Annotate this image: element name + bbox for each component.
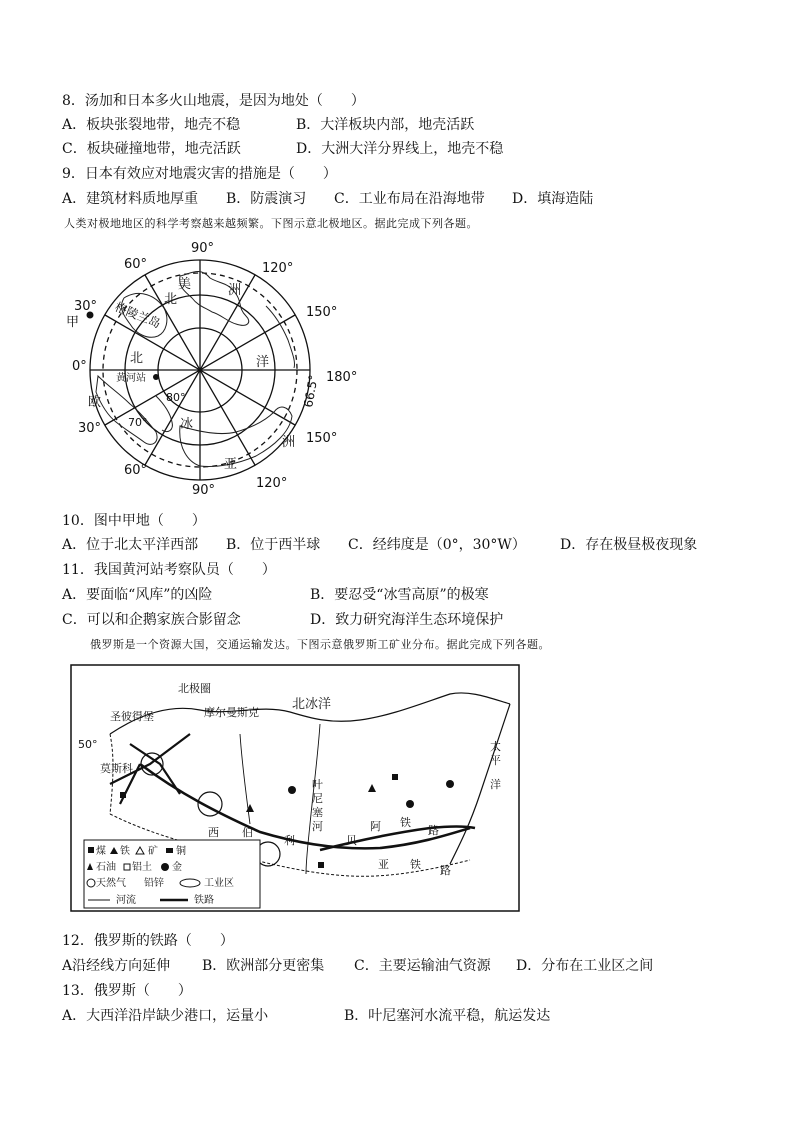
label-70: 70° <box>128 416 148 429</box>
label-30-left: 30° <box>74 299 98 314</box>
q9-option-b: B．防震演习 <box>226 191 307 207</box>
label-shengbidebao: 圣彼得堡 <box>110 710 154 723</box>
q13-option-b: B．叶尼塞河水流平稳，航运发达 <box>344 1008 551 1024</box>
label-80: 80° <box>166 391 186 404</box>
q8-option-c: C．板块碰撞地带，地壳活跃 <box>62 141 241 157</box>
q11-option-d: D．致力研究海洋生态环境保护 <box>310 612 504 628</box>
q9-option-c: C．工业布局在沿海地带 <box>334 191 485 207</box>
label-120-bottom: 120° <box>256 476 288 491</box>
q12-option-c: C．主要运输油气资源 <box>354 958 491 974</box>
q9-option-a: A．建筑材料质地厚重 <box>62 191 199 207</box>
q11-option-c: C．可以和企鹅家族合影留念 <box>62 612 241 628</box>
pole <box>198 368 202 372</box>
label-moermansk: 摩尔曼斯克 <box>204 706 259 719</box>
q12-option-d: D．分布在工业区之间 <box>516 958 654 974</box>
label-ou: 欧 <box>88 395 102 410</box>
label-he: 河 <box>312 820 323 833</box>
legend-aluminum: 铝土 <box>132 862 152 873</box>
q11-stem: 11．我国黄河站考察队员（ ） <box>62 562 276 578</box>
label-150-bottom: 150° <box>306 431 338 446</box>
label-jia: 甲 <box>66 315 80 330</box>
q10-option-c: C．经纬度是（0°，30°W） <box>348 537 526 553</box>
legend-mineral: 矿 <box>148 846 158 857</box>
map-legend <box>84 840 260 908</box>
q13-option-a: A．大西洋沿岸缺少港口，运量小 <box>62 1008 269 1024</box>
label-bei1: 北 <box>164 292 178 307</box>
label-lat50: 50° <box>78 738 98 751</box>
q8-option-d: D．大洲大洋分界线上，地壳不稳 <box>296 141 504 157</box>
arctic-map <box>60 236 370 500</box>
label-ye: 叶 <box>312 778 323 791</box>
label-ping: 平 <box>490 754 501 767</box>
legend-river: 河流 <box>116 895 136 906</box>
label-huanghe: 黄河站 <box>116 373 146 384</box>
russia-map <box>70 664 520 914</box>
label-150-right: 150° <box>306 305 338 320</box>
label-60-bottom: 60° <box>124 463 148 478</box>
legend-gas: 天然气 <box>96 878 126 889</box>
label-li: 利 <box>284 834 295 847</box>
label-beijiquan: 北极圈 <box>178 682 211 695</box>
label-zhou2: 洲 <box>282 435 296 450</box>
label-120-top: 120° <box>262 261 294 276</box>
legend-gold: 金 <box>172 862 182 873</box>
label-sai: 塞 <box>312 806 323 819</box>
label-lu2: 路 <box>440 864 451 877</box>
q10-stem: 10．图中甲地（ ） <box>62 513 206 529</box>
label-bing: 冰 <box>180 417 194 432</box>
label-yang: 洋 <box>490 778 501 791</box>
q8-stem: 8．汤加和日本多火山地震，是因为地处（ ） <box>62 93 365 109</box>
label-66-5: 66.5° <box>301 373 321 409</box>
label-mei: 美 <box>178 277 192 292</box>
q8-option-b: B．大洋板块内部，地壳活跃 <box>296 117 475 133</box>
label-tie: 铁 <box>400 816 411 829</box>
intro-arctic: 人类对极地地区的科学考察越来越频繁。下图示意北极地区。据此完成下列各题。 <box>64 217 478 230</box>
label-60-top: 60° <box>124 257 148 272</box>
q13-stem: 13．俄罗斯（ ） <box>62 983 192 999</box>
label-90-bottom: 90° <box>192 483 216 498</box>
q10-option-b: B．位于西半球 <box>226 537 321 553</box>
intro-russia: 俄罗斯是一个资源大国，交通运输发达。下图示意俄罗斯工矿业分布。据此完成下列各题。 <box>90 638 550 651</box>
label-0: 0° <box>72 359 87 374</box>
legend-rail: 铁路 <box>194 895 214 906</box>
legend-industry: 工业区 <box>204 878 234 889</box>
point-huanghe <box>153 374 159 380</box>
q11-option-a: A．要面临“风库”的凶险 <box>62 587 213 603</box>
q9-option-d: D．填海造陆 <box>512 191 594 207</box>
label-zhou1: 洲 <box>228 283 242 298</box>
label-ya: 亚 <box>378 858 389 871</box>
label-180: 180° <box>326 370 358 385</box>
legend-copper: 铜 <box>176 846 186 857</box>
legend-iron: 铁 <box>120 846 130 857</box>
label-lu: 路 <box>428 824 439 837</box>
legend-oil: 石油 <box>96 862 116 873</box>
label-xi: 西 <box>208 826 219 839</box>
label-yang: 洋 <box>256 355 270 370</box>
legend-lead-zinc: 铅锌 <box>144 878 164 889</box>
q10-option-d: D．存在极昼极夜现象 <box>560 537 698 553</box>
label-greenland: 格陵兰岛 <box>112 299 163 331</box>
label-tai: 太 <box>490 740 501 753</box>
label-mosike: 莫斯科 <box>100 762 133 775</box>
label-tie2: 铁 <box>410 858 421 871</box>
q10-option-a: A．位于北太平洋西部 <box>62 537 199 553</box>
label-bei: 贝 <box>346 834 357 847</box>
label-bo: 伯 <box>242 826 253 839</box>
q12-option-b: B．欧洲部分更密集 <box>202 958 325 974</box>
q12-option-a: A沿经线方向延伸 <box>62 958 171 974</box>
legend-coal: 煤 <box>96 846 106 857</box>
label-ni: 尼 <box>312 792 323 805</box>
q8-option-a: A．板块张裂地带，地壳不稳 <box>62 117 241 133</box>
q12-stem: 12．俄罗斯的铁路（ ） <box>62 933 234 949</box>
label-beibingyang: 北冰洋 <box>292 697 332 712</box>
q11-option-b: B．要忍受“冰雪高原”的极寒 <box>310 587 489 603</box>
label-30-bottom: 30° <box>78 421 102 436</box>
q9-stem: 9．日本有效应对地震灾害的措施是（ ） <box>62 166 337 182</box>
label-90-top: 90° <box>191 241 215 256</box>
label-a: 阿 <box>370 820 381 833</box>
label-bei2: 北 <box>130 351 144 366</box>
label-ya: 亚 <box>224 457 238 472</box>
